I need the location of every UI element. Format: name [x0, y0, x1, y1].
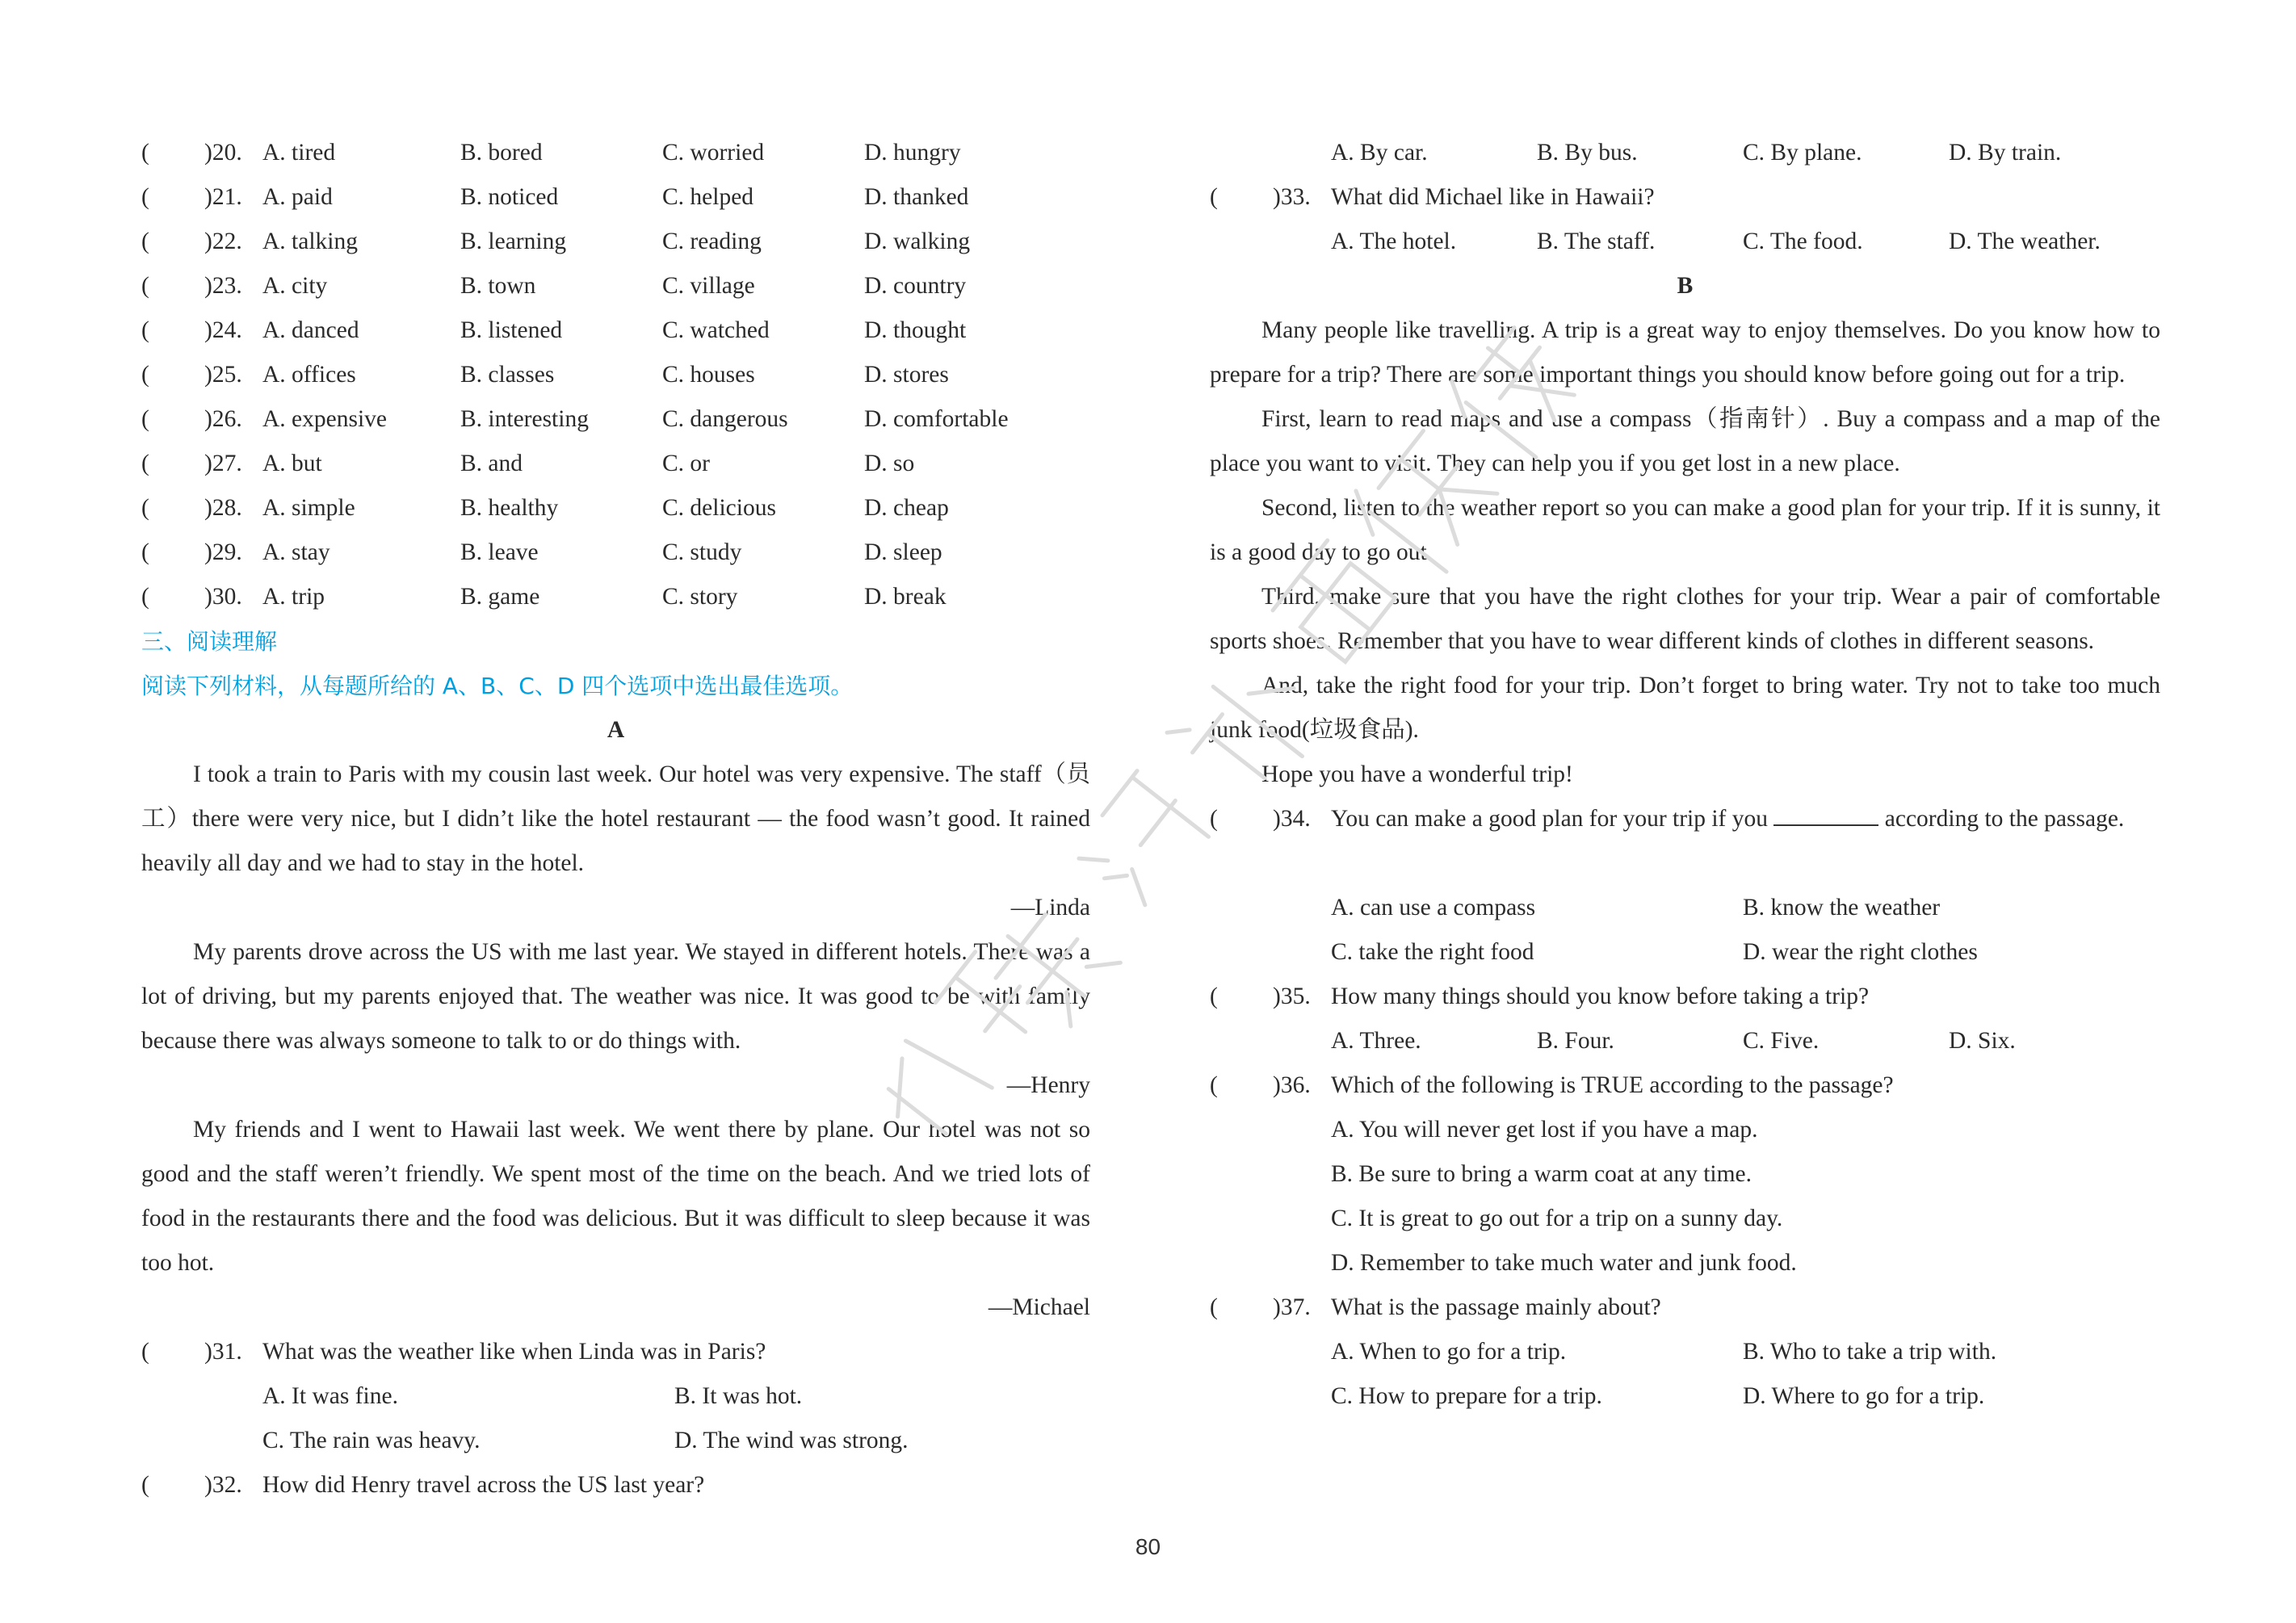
option-b[interactable]: B. noticed [460, 184, 559, 210]
option-b[interactable]: B. classes [460, 362, 555, 388]
question-31 [141, 1330, 1090, 1374]
question-stem: What did Michael like in Hawaii? [1331, 184, 1655, 210]
option-d[interactable]: D. By train. [1949, 140, 2062, 166]
question-number: )28. [204, 495, 242, 521]
question-number: )25. [204, 362, 242, 388]
question-32-options [1210, 131, 2160, 175]
option-c[interactable]: C. It is great to go out for a trip on a sunny day. [1331, 1206, 1783, 1231]
passage-b-paragraph-1: Many people like travelling. A trip is a great way to enjoy themselves. Do you know how to prepare for a trip? There are some important things you should know before going out for a trip. [1210, 317, 2160, 388]
question-36-option-b-row [1210, 1152, 2160, 1197]
signature-linda: —Linda [1010, 895, 1090, 921]
question-36-option-a-row [1210, 1108, 2160, 1152]
question-31-options-row-2 [141, 1419, 1090, 1463]
option-c[interactable]: C. How to prepare for a trip. [1331, 1383, 1602, 1409]
question-stem-end: according to the passage. [1884, 806, 2125, 832]
question-number: )29. [204, 539, 242, 565]
option-d[interactable]: D. sleep [864, 539, 942, 565]
option-b[interactable]: B. Be sure to bring a warm coat at any time. [1331, 1161, 1752, 1187]
question-35-options [1210, 1019, 2160, 1063]
question-stem: How many things should you know before taking a trip? [1331, 983, 1870, 1009]
section-instruction: 阅读下列材料，从每题所给的 A、B、C、D 四个选项中选出最佳选项。 [141, 673, 854, 699]
option-b[interactable]: B. game [460, 584, 540, 610]
question-number: )26. [204, 406, 242, 432]
question-number: )24. [204, 317, 242, 343]
option-c[interactable]: C. worried [662, 140, 765, 166]
question-34-options-row-1 [1210, 886, 2160, 930]
question-37-options-row-2 [1210, 1374, 2160, 1419]
option-a[interactable]: A. can use a compass [1331, 895, 1536, 921]
option-a[interactable]: A. tired [262, 140, 336, 166]
option-a[interactable]: A. The hotel. [1331, 229, 1457, 254]
question-number: )20. [204, 140, 242, 166]
option-c[interactable]: C. village [662, 273, 755, 299]
option-d[interactable]: D. thanked [864, 184, 969, 210]
option-d[interactable]: D. The weather. [1949, 229, 2101, 254]
left-column [141, 131, 1090, 1508]
option-a[interactable]: A. talking [262, 229, 358, 254]
question-number: )22. [204, 229, 242, 254]
question-31-options-row-1 [141, 1374, 1090, 1419]
passage-b-paragraph-5: And, take the right food for your trip. Don’t forget to bring water. Try not to take too much junk food(垃圾食品). [1210, 673, 2160, 743]
option-a[interactable]: A. simple [262, 495, 355, 521]
option-d[interactable]: D. country [864, 273, 967, 299]
answer-bracket[interactable]: ( [1210, 983, 1218, 1009]
cloze-question [141, 308, 1090, 353]
option-b[interactable]: B. and [460, 451, 523, 476]
question-number: )23. [204, 273, 242, 299]
cloze-question-list [141, 131, 1090, 619]
cloze-question [141, 531, 1090, 575]
answer-bracket[interactable]: ( [1210, 1072, 1218, 1098]
option-b[interactable]: B. The staff. [1537, 229, 1656, 254]
answer-bracket[interactable]: ( [1210, 184, 1218, 210]
option-d[interactable]: D. walking [864, 229, 971, 254]
question-number: )33. [1273, 184, 1311, 210]
section-heading: 三、阅读理解 [141, 628, 278, 655]
option-b[interactable]: B. Four. [1537, 1028, 1614, 1054]
cloze-question [141, 264, 1090, 308]
answer-bracket[interactable]: ( [141, 140, 149, 166]
question-number: )31. [204, 1339, 242, 1365]
question-number: )36. [1273, 1072, 1311, 1098]
answer-bracket[interactable]: ( [141, 451, 149, 476]
answer-bracket[interactable]: ( [141, 406, 149, 432]
passage-b-paragraph-6: Hope you have a wonderful trip! [1261, 761, 1573, 787]
option-d[interactable]: D. wear the right clothes [1743, 939, 1978, 965]
option-b[interactable]: B. By bus. [1537, 140, 1638, 166]
option-c[interactable]: C. study [662, 539, 742, 565]
option-a[interactable]: A. but [262, 451, 322, 476]
option-c[interactable]: C. helped [662, 184, 754, 210]
option-a[interactable]: A. stay [262, 539, 330, 565]
option-d[interactable]: D. stores [864, 362, 949, 388]
option-c[interactable]: C. By plane. [1743, 140, 1862, 166]
option-c[interactable]: C. delicious [662, 495, 776, 521]
answer-bracket[interactable]: ( [141, 184, 149, 210]
cloze-question [141, 397, 1090, 442]
answer-bracket[interactable]: ( [141, 229, 149, 254]
option-b[interactable]: B. It was hot. [674, 1383, 803, 1409]
option-d[interactable]: D. comfortable [864, 406, 1009, 432]
option-b[interactable]: B. healthy [460, 495, 559, 521]
option-c[interactable]: C. The food. [1743, 229, 1863, 254]
option-c[interactable]: C. The rain was heavy. [262, 1428, 481, 1453]
answer-blank[interactable] [1773, 802, 1878, 826]
option-c[interactable]: C. Five. [1743, 1028, 1820, 1054]
option-d[interactable]: D. Remember to take much water and junk food. [1331, 1250, 1797, 1276]
cloze-question [141, 220, 1090, 264]
option-a[interactable]: A. By car. [1331, 140, 1428, 166]
option-a[interactable]: A. offices [262, 362, 356, 388]
question-stem: What was the weather like when Linda was in Paris? [262, 1339, 766, 1365]
option-b[interactable]: B. know the weather [1743, 895, 1941, 921]
cloze-question [141, 575, 1090, 619]
page-number: 80 [1135, 1534, 1161, 1559]
option-d[interactable]: D. break [864, 584, 947, 610]
option-b[interactable]: B. Who to take a trip with. [1743, 1339, 1997, 1365]
answer-bracket[interactable]: ( [141, 317, 149, 343]
option-c[interactable]: C. dangerous [662, 406, 788, 432]
option-c[interactable]: C. houses [662, 362, 755, 388]
question-number: )21. [204, 184, 242, 210]
cloze-question [141, 486, 1090, 531]
question-number: )32. [204, 1472, 242, 1498]
passage-b-paragraph-4: Third, make sure that you have the right clothes for your trip. Wear a pair of comfortable sports shoes. Remember that you have to wear different kinds of clothes in different seasons. [1210, 584, 2160, 654]
option-a[interactable]: A. It was fine. [262, 1383, 398, 1409]
question-34-options-row-2 [1210, 930, 2160, 975]
question-stem: How did Henry travel across the US last year? [262, 1472, 705, 1498]
option-b[interactable]: B. listened [460, 317, 563, 343]
question-stem: What is the passage mainly about? [1331, 1294, 1661, 1320]
question-36-option-c-row [1210, 1197, 2160, 1241]
passage-a-title: A [607, 717, 625, 743]
passage-a-paragraph-michael: My friends and I went to Hawaii last week. We went there by plane. Our hotel was not so good and the staff weren’t friendly. We spent most of the time on the beach. And we tried lots of food in the restaurants there and the food was delicious. But it was difficult to sleep because it was too hot. [141, 1117, 1090, 1276]
option-b[interactable]: B. town [460, 273, 536, 299]
question-stem [1331, 797, 2160, 841]
cloze-question [141, 131, 1090, 175]
question-number: )37. [1273, 1294, 1311, 1320]
option-d[interactable]: D. so [864, 451, 915, 476]
cloze-question [141, 175, 1090, 220]
option-d[interactable]: D. Where to go for a trip. [1743, 1383, 1985, 1409]
option-a[interactable]: A. Three. [1331, 1028, 1421, 1054]
option-b[interactable]: B. leave [460, 539, 539, 565]
option-d[interactable]: D. cheap [864, 495, 949, 521]
passage-a-paragraph-linda: I took a train to Paris with my cousin last week. Our hotel was very expensive. The staff（员工）there were very nice, but I didn’t like the hotel restaurant — the food wasn’t good. It rained heavily all day and we had to stay in the hotel. [141, 761, 1090, 876]
question-36 [1210, 1063, 2160, 1108]
question-number: )30. [204, 584, 242, 610]
cloze-question [141, 353, 1090, 397]
passage-b-paragraph-3: Second, listen to the weather report so you can make a good plan for your trip. If it is sunny, it is a good day to go out. [1210, 495, 2160, 565]
question-37 [1210, 1285, 2160, 1330]
answer-bracket[interactable]: ( [141, 273, 149, 299]
answer-bracket[interactable]: ( [141, 1339, 149, 1365]
option-c[interactable]: C. story [662, 584, 738, 610]
option-c[interactable]: C. or [662, 451, 710, 476]
answer-bracket[interactable]: ( [141, 1472, 149, 1498]
answer-bracket[interactable]: ( [141, 539, 149, 565]
answer-bracket[interactable]: ( [1210, 1294, 1218, 1320]
option-a[interactable]: A. city [262, 273, 328, 299]
cloze-question [141, 442, 1090, 486]
option-d[interactable]: D. Six. [1949, 1028, 2016, 1054]
question-number: )27. [204, 451, 242, 476]
answer-bracket[interactable]: ( [141, 362, 149, 388]
option-a[interactable]: A. danced [262, 317, 359, 343]
option-c[interactable]: C. watched [662, 317, 770, 343]
option-b[interactable]: B. bored [460, 140, 543, 166]
right-column [1210, 131, 2160, 1419]
passage-b-title: B [1677, 273, 1694, 299]
option-c[interactable]: C. reading [662, 229, 762, 254]
option-d[interactable]: D. thought [864, 317, 967, 343]
answer-bracket[interactable]: ( [141, 584, 149, 610]
signature-michael: —Michael [988, 1294, 1090, 1320]
question-37-options-row-1 [1210, 1330, 2160, 1374]
option-b[interactable]: B. interesting [460, 406, 589, 432]
question-number: )35. [1273, 983, 1311, 1009]
question-32 [141, 1463, 1090, 1508]
passage-a-paragraph-henry: My parents drove across the US with me last year. We stayed in different hotels. There was a lot of driving, but my parents enjoyed that. The weather was nice. It was good to be with family because there was always someone to talk to or do things with. [141, 939, 1090, 1054]
answer-bracket[interactable]: ( [141, 495, 149, 521]
question-33-options [1210, 220, 2160, 264]
passage-b-paragraph-2: First, learn to read maps and use a compass（指南针）. Buy a compass and a map of the place you want to visit. They can help you if you get lost in a new place. [1210, 406, 2160, 476]
question-stem: Which of the following is TRUE according to the passage? [1331, 1072, 1894, 1098]
option-a[interactable]: A. trip [262, 584, 325, 610]
signature-henry: —Henry [1006, 1072, 1090, 1098]
option-b[interactable]: B. learning [460, 229, 567, 254]
option-a[interactable]: A. expensive [262, 406, 388, 432]
option-a[interactable]: A. paid [262, 184, 333, 210]
option-d[interactable]: D. The wind was strong. [674, 1428, 909, 1453]
answer-bracket[interactable]: ( [1210, 806, 1218, 832]
question-33 [1210, 175, 2160, 220]
option-c[interactable]: C. take the right food [1331, 939, 1534, 965]
question-34 [1210, 797, 2160, 886]
option-a[interactable]: A. When to go for a trip. [1331, 1339, 1567, 1365]
question-36-option-d-row [1210, 1241, 2160, 1285]
question-35 [1210, 975, 2160, 1019]
question-number: )34. [1273, 806, 1311, 832]
option-d[interactable]: D. hungry [864, 140, 961, 166]
option-a[interactable]: A. You will never get lost if you have a map. [1331, 1117, 1758, 1143]
question-stem-start: You can make a good plan for your trip if you [1331, 806, 1769, 832]
